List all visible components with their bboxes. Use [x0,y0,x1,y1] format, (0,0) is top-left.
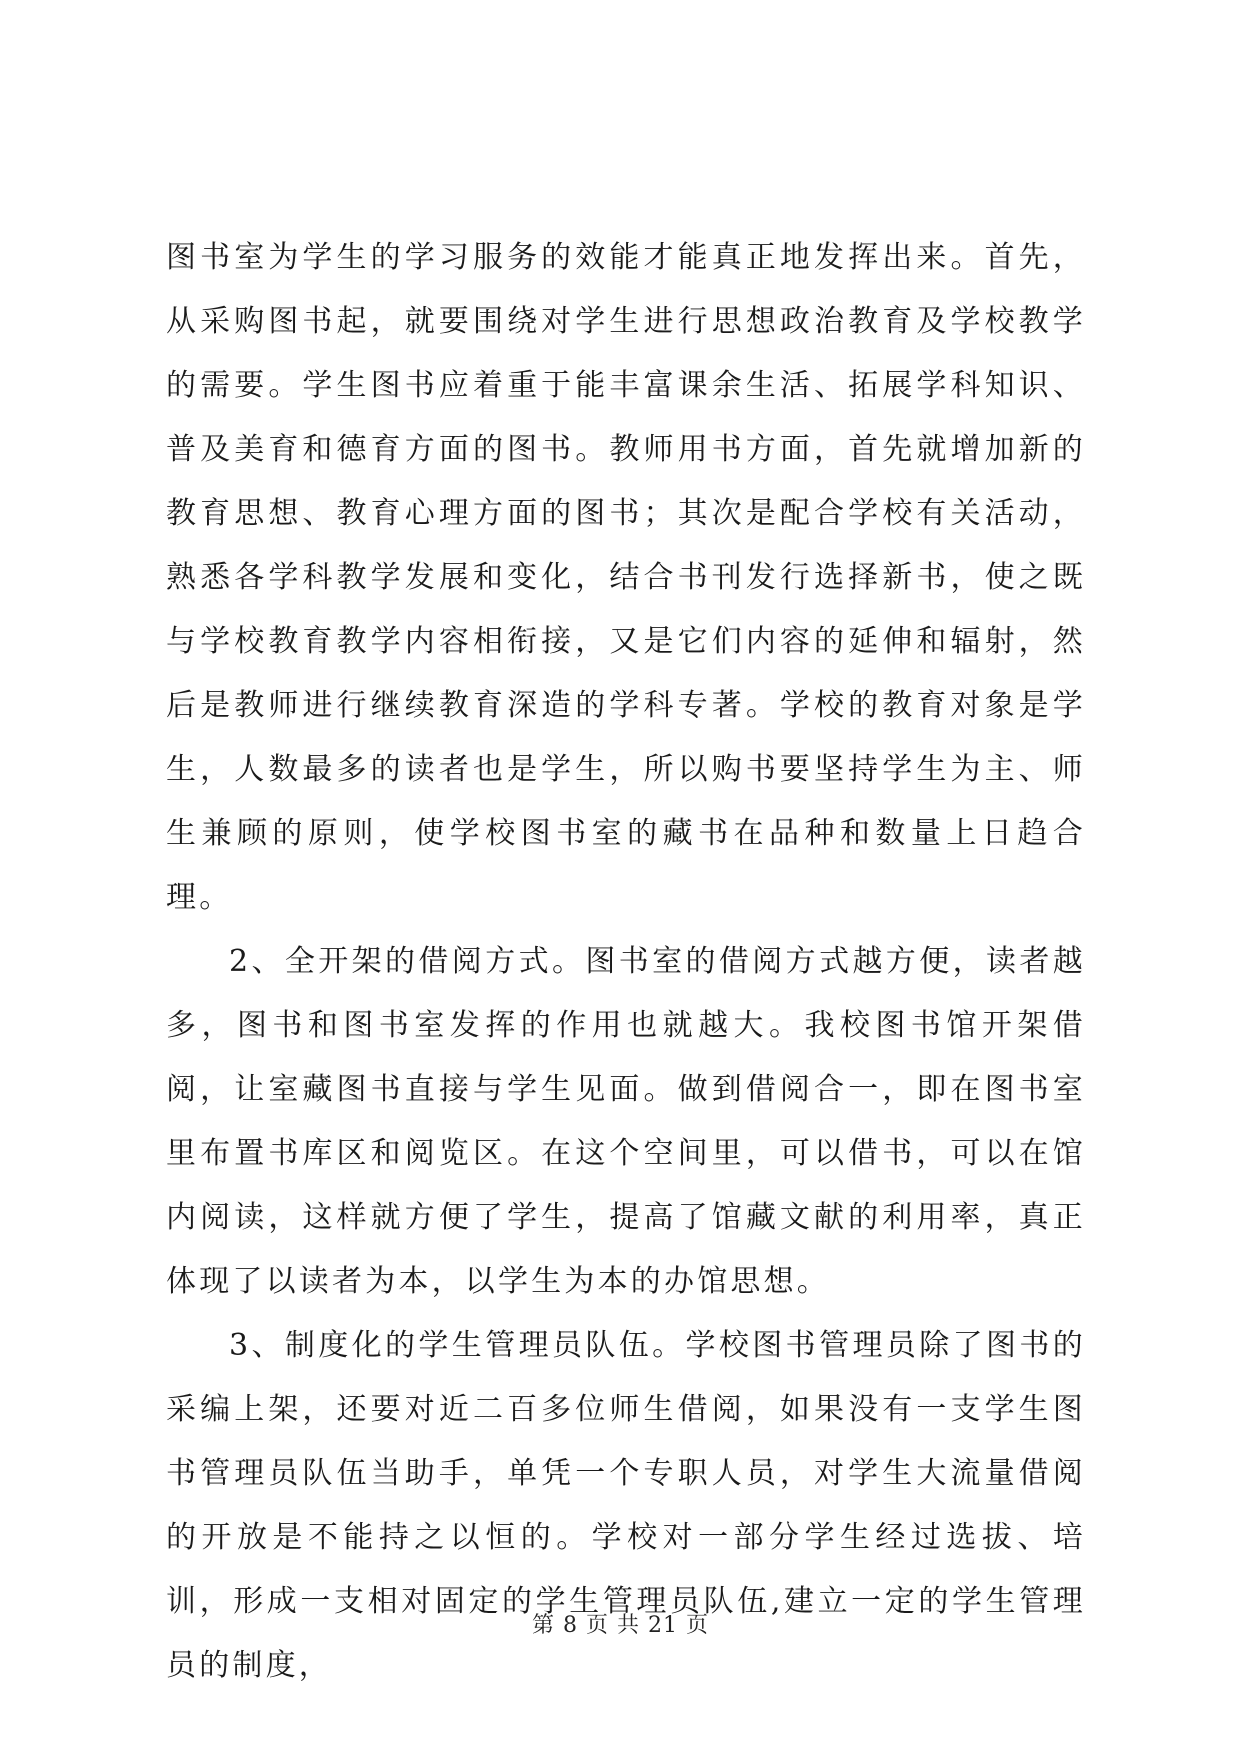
paragraph-2: 2、全开架的借阅方式。图书室的借阅方式越方便，读者越多，图书和图书室发挥的作用也就越大。我校图书馆开架借阅，让室藏图书直接与学生见面。做到借阅合一，即在图书室里布置书库区和阅览区。在这个空间里，可以借书，可以在馆内阅读，这样就方便了学生，提高了馆藏文献的利用率，真正体现了以读者为本，以学生为本的办馆思想。 [166,944,1086,1299]
document-body [166,226,1086,1698]
page-number-footer: 第 8 页 共 21 页 [532,1613,709,1638]
paragraph-3: 3、制度化的学生管理员队伍。学校图书管理员除了图书的采编上架，还要对近二百多位师生借阅，如果没有一支学生图书管理员队伍当助手，单凭一个专职人员，对学生大流量借阅的开放是不能持之以恒的。学校对一部分学生经过选拔、培训，形成一支相对固定的学生管理员队伍,建立一定的学生管理员的制度， [166,1328,1086,1683]
paragraph-1: 图书室为学生的学习服务的效能才能真正地发挥出来。首先，从采购图书起，就要围绕对学生进行思想政治教育及学校教学的需要。学生图书应着重于能丰富课余生活、拓展学科知识、普及美育和德育方面的图书。教师用书方面，首先就增加新的教育思想、教育心理方面的图书；其次是配合学校有关活动，熟悉各学科教学发展和变化，结合书刊发行选择新书，使之既与学校教育教学内容相衔接，又是它们内容的延伸和辐射，然后是教师进行继续教育深造的学科专著。学校的教育对象是学生，人数最多的读者也是学生，所以购书要坚持学生为主、师生兼顾的原则，使学校图书室的藏书在品种和数量上日趋合理。 [166,240,1086,915]
